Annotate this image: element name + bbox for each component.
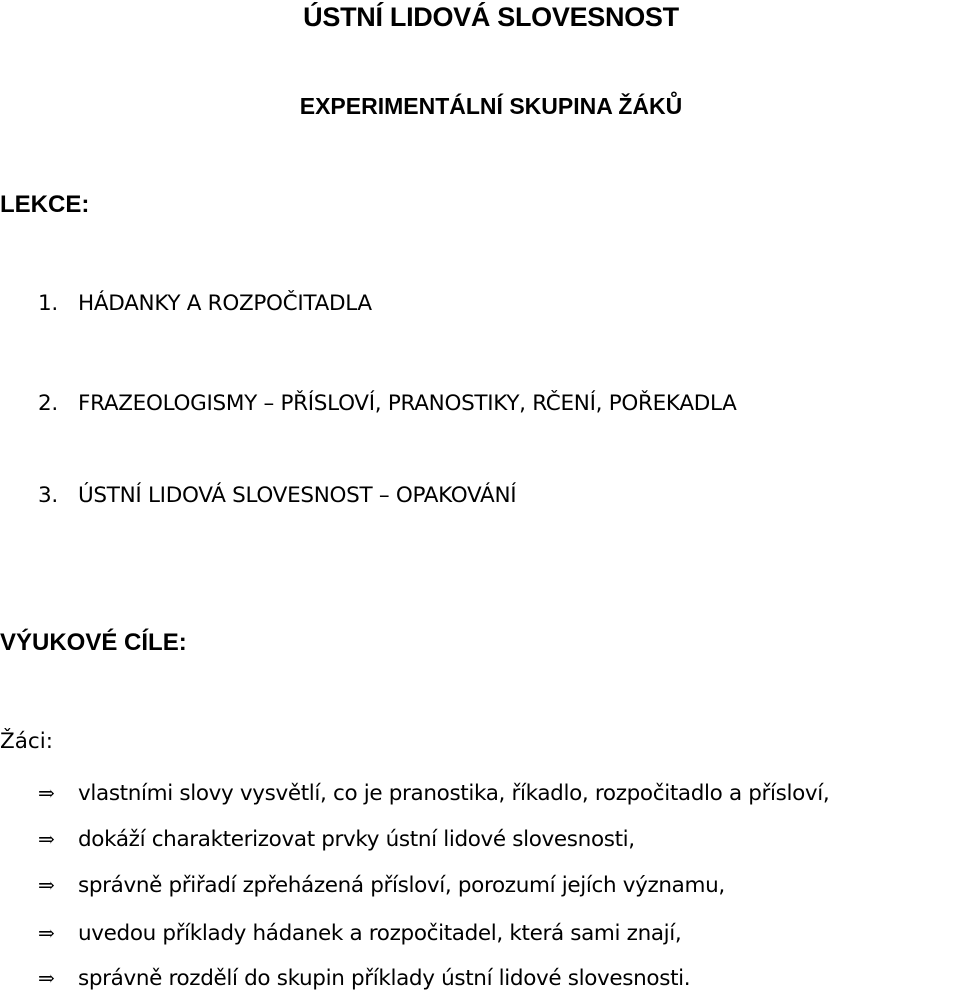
goals-intro: Žáci: [0,729,53,754]
goal-text: dokáží charakterizovat prvky ústní lidové slovesnosti, [78,827,635,852]
double-arrow-right-icon: ⇒ [38,921,55,945]
document-title: ÚSTNÍ LIDOVÁ SLOVESNOST [303,2,679,32]
lesson-text: HÁDANKY A ROZPOČITADLA [78,291,372,316]
double-arrow-right-icon: ⇒ [38,873,55,897]
goals-heading: VÝUKOVÉ CÍLE: [0,629,187,656]
lesson-number: 3. [38,483,58,508]
double-arrow-right-icon: ⇒ [38,827,55,851]
lesson-item-2 [38,391,737,416]
goal-text: vlastními slovy vysvětlí, co je pranostika, říkadlo, rozpočitadlo a přísloví, [78,781,830,806]
goal-text: správně rozdělí do skupin příklady ústní lidové slovesnosti. [78,966,691,991]
lesson-text: FRAZEOLOGISMY – PŘÍSLOVÍ, PRANOSTIKY, RČENÍ, POŘEKADLA [78,391,737,416]
goal-text: správně přiřadí zpřeházená přísloví, porozumí jejích významu, [78,873,725,898]
goal-item-5 [38,966,690,991]
goal-item-2 [38,827,635,852]
lessons-heading: LEKCE: [0,191,90,218]
lesson-number: 1. [38,291,58,316]
lesson-number: 2. [38,391,58,416]
document-subtitle: EXPERIMENTÁLNÍ SKUPINA ŽÁKŮ [299,93,683,119]
goal-item-4 [38,921,681,946]
lesson-item-1 [38,291,372,316]
goal-item-3 [38,873,725,898]
lesson-text: ÚSTNÍ LIDOVÁ SLOVESNOST – OPAKOVÁNÍ [78,483,517,508]
goal-text: uvedou příklady hádanek a rozpočitadel, která sami znají, [78,921,682,946]
lesson-item-3 [38,483,516,508]
double-arrow-right-icon: ⇒ [38,966,55,990]
double-arrow-right-icon: ⇒ [38,781,55,805]
goal-item-1 [38,781,829,806]
